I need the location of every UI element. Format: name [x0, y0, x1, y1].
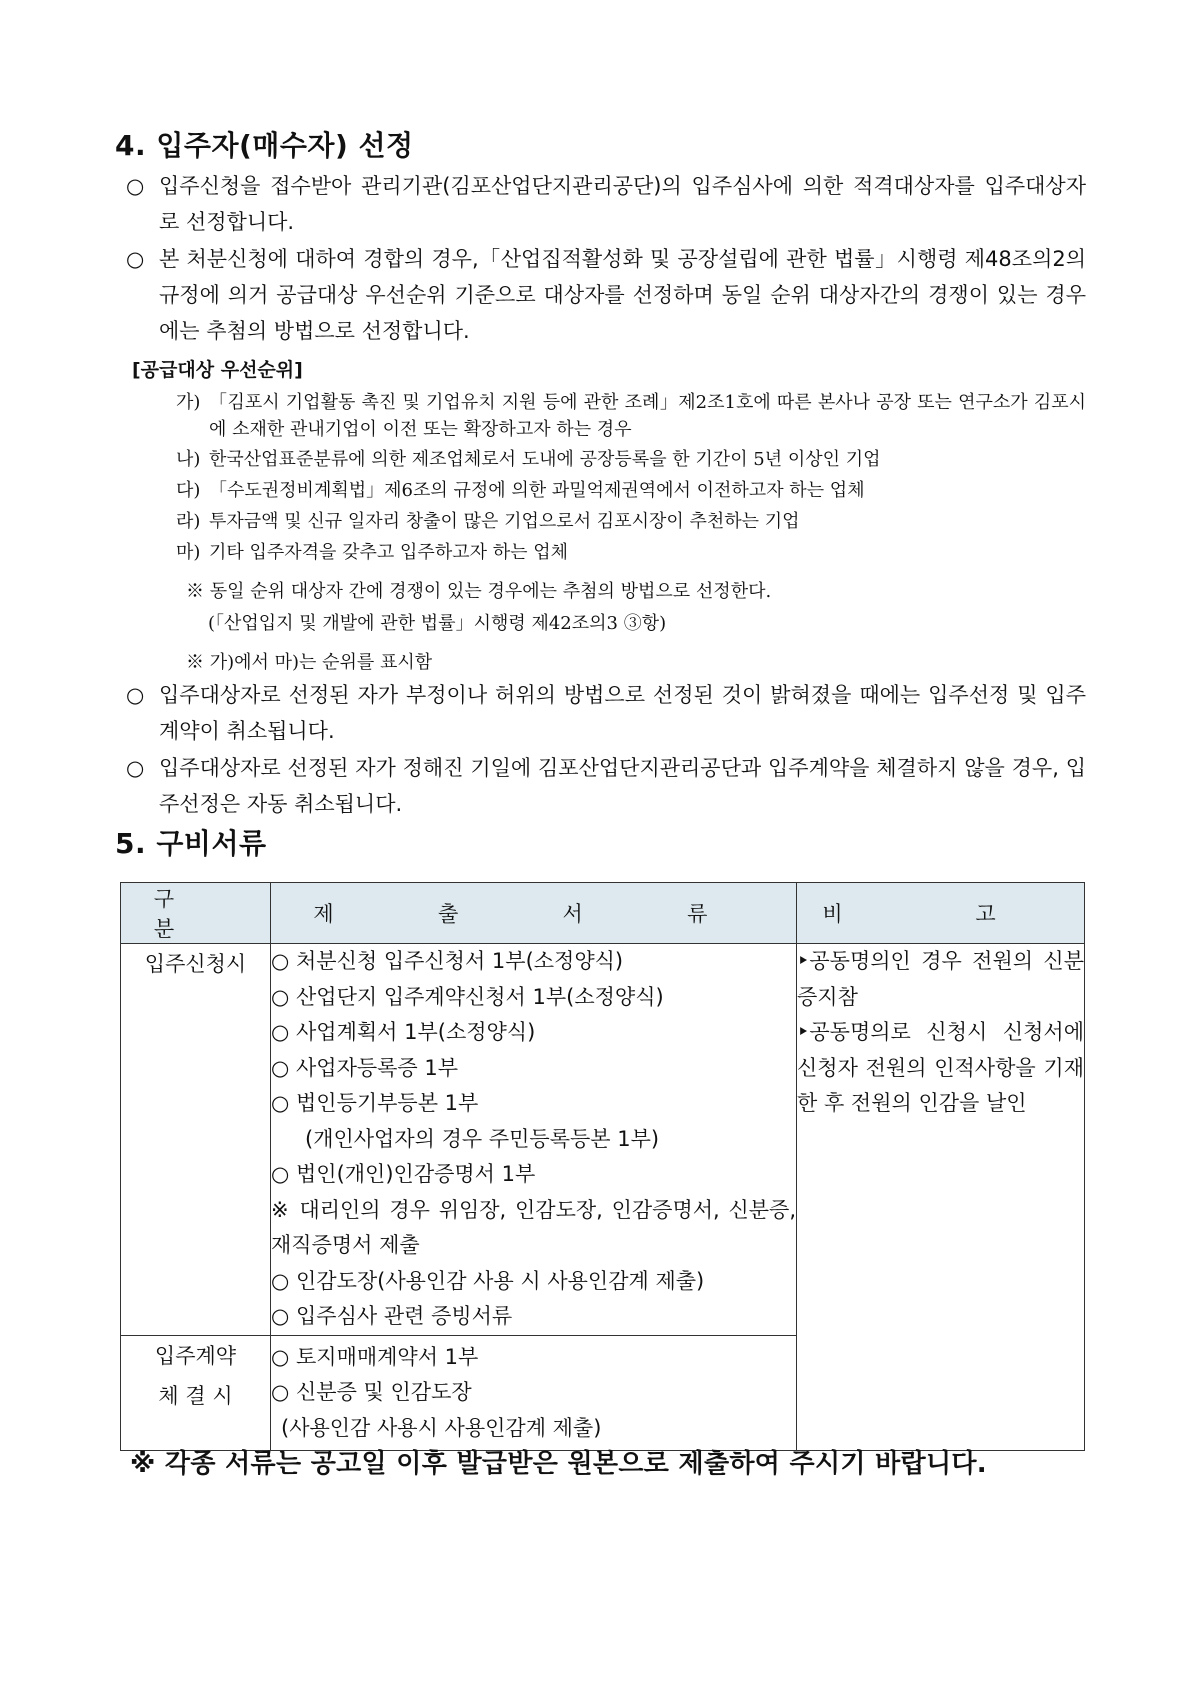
circle-bullet-icon: ○	[126, 683, 145, 707]
priority-text: 투자금액 및 신규 일자리 창출이 많은 기업으로서 김포시장이 추천하는 기업	[209, 511, 800, 532]
list-item: ○ 사업계획서 1부(소정양식)	[271, 1020, 536, 1044]
selection-paragraph-1	[126, 168, 1086, 240]
lottery-note: ※ 동일 순위 대상자 간에 경쟁이 있는 경우에는 추첨의 방법으로 선정한다.	[186, 581, 772, 602]
lottery-note-legal-reference: (「산업입지 및 개발에 관한 법률」시행령 제42조의3 ③항)	[208, 613, 667, 634]
selection-paragraph-2-text: 본 처분신청에 대하여 경합의 경우,「산업집적활성화 및 공장설립에 관한 법률」시행령 제48조의2의 규정에 의거 공급대상 우선순위 기준으로 대상자를 선정하며 동일 순위 대상자간의 경쟁이 있는 경우에는 추첨의 방법으로 선정합니다.	[159, 247, 1086, 343]
selection-paragraph-2	[126, 241, 1086, 349]
priority-key: 마)	[176, 542, 201, 563]
category-application: 입주신청시	[121, 944, 271, 1336]
list-item: ○ 법인(개인)인감증명서 1부	[271, 1162, 536, 1186]
list-item: (개인사업자의 경우 주민등록등본 1부)	[305, 1126, 660, 1151]
priority-item	[176, 508, 1086, 535]
list-item: ○ 인감도장(사용인감 사용 시 사용인감계 제출)	[271, 1268, 705, 1293]
list-item: ○ 처분신청 입주신청서 1부(소정양식)	[271, 949, 624, 973]
list-item: (사용인감 사용시 사용인감계 제출)	[281, 1415, 602, 1440]
section-4-heading: 4. 입주자(매수자) 선정	[115, 129, 414, 162]
table-row	[121, 944, 1085, 1336]
list-item: ○ 법인등기부등본 1부	[271, 1091, 479, 1115]
remark-item: ‣공동명의로 신청시 신청서에 신청자 전원의 인적사항을 기재한 후 전원의 인감을 날인	[797, 1020, 1084, 1115]
list-item: ○ 토지매매계약서 1부	[271, 1344, 479, 1369]
priority-key: 나)	[176, 449, 201, 470]
priority-key: 가)	[176, 392, 201, 413]
circle-bullet-icon: ○	[126, 756, 145, 780]
remark-item: ‣공동명의인 경우 전원의 신분증지참	[797, 949, 1084, 1009]
circle-bullet-icon: ○	[126, 247, 145, 271]
list-item: ○ 사업자등록증 1부	[271, 1055, 459, 1080]
selection-paragraph-1-text: 입주신청을 접수받아 관리기관(김포산업단지관리공단)의 입주심사에 의한 적격대상자를 입주대상자로 선정합니다.	[159, 174, 1086, 234]
priority-text: 한국산업표준분류에 의한 제조업체로서 도내에 공장등록을 한 기간이 5년 이상인 기업	[209, 449, 881, 470]
priority-text: 「김포시 기업활동 촉진 및 기업유치 지원 등에 관한 조례」제2조1호에 따른 본사나 공장 또는 연구소가 김포시에 소재한 관내기업이 이전 또는 확장하고자 하는 경우	[209, 392, 1086, 440]
category-contract: 입주계약 체 결 시	[121, 1335, 271, 1451]
priority-text: 「수도권정비계획법」제6조의 규정에 의한 과밀억제권역에서 이전하고자 하는 업체	[209, 480, 865, 501]
priority-item	[176, 539, 1086, 566]
table-header-row	[121, 883, 1085, 944]
list-item: ○ 입주심사 관련 증빙서류	[271, 1304, 513, 1328]
selection-paragraph-4	[126, 750, 1086, 822]
priority-title: [공급대상 우선순위]	[132, 359, 303, 381]
priority-key: 라)	[176, 511, 201, 532]
selection-paragraph-4-text: 입주대상자로 선정된 자가 정해진 기일에 김포산업단지관리공단과 입주계약을 체결하지 않을 경우, 입주선정은 자동 취소됩니다.	[159, 756, 1086, 816]
priority-text: 기타 입주자격을 갖추고 입주하고자 하는 업체	[209, 542, 568, 563]
original-documents-footnote: ※ 각종 서류는 공고일 이후 발급받은 원본으로 제출하여 주시기 바랍니다.	[130, 1449, 987, 1479]
required-documents-table	[120, 882, 1085, 1451]
priority-item	[176, 389, 1086, 443]
priority-key: 다)	[176, 480, 201, 501]
selection-paragraph-3	[126, 677, 1086, 749]
section-5-heading: 5. 구비서류	[115, 827, 267, 860]
priority-item	[176, 477, 1086, 504]
application-documents	[271, 944, 797, 1336]
contract-documents	[271, 1335, 797, 1451]
list-item: ○ 신분증 및 인감도장	[271, 1380, 472, 1404]
priority-item	[176, 446, 1086, 473]
selection-paragraph-3-text: 입주대상자로 선정된 자가 부정이나 허위의 방법으로 선정된 것이 밝혀졌을 때에는 입주선정 및 입주계약이 취소됩니다.	[159, 683, 1086, 743]
list-item: ※ 대리인의 경우 위임장, 인감도장, 인감증명서, 신분증, 재직증명서 제출	[271, 1197, 796, 1257]
ranking-note: ※ 가)에서 마)는 순위를 표시함	[186, 652, 433, 673]
circle-bullet-icon: ○	[126, 174, 145, 198]
column-header-remarks: 비 고	[797, 883, 1085, 944]
column-header-category: 구 분	[121, 883, 271, 944]
column-header-documents: 제 출 서 류	[271, 883, 797, 944]
list-item: ○ 산업단지 입주계약신청서 1부(소정양식)	[271, 984, 664, 1009]
remarks-cell	[797, 944, 1085, 1451]
